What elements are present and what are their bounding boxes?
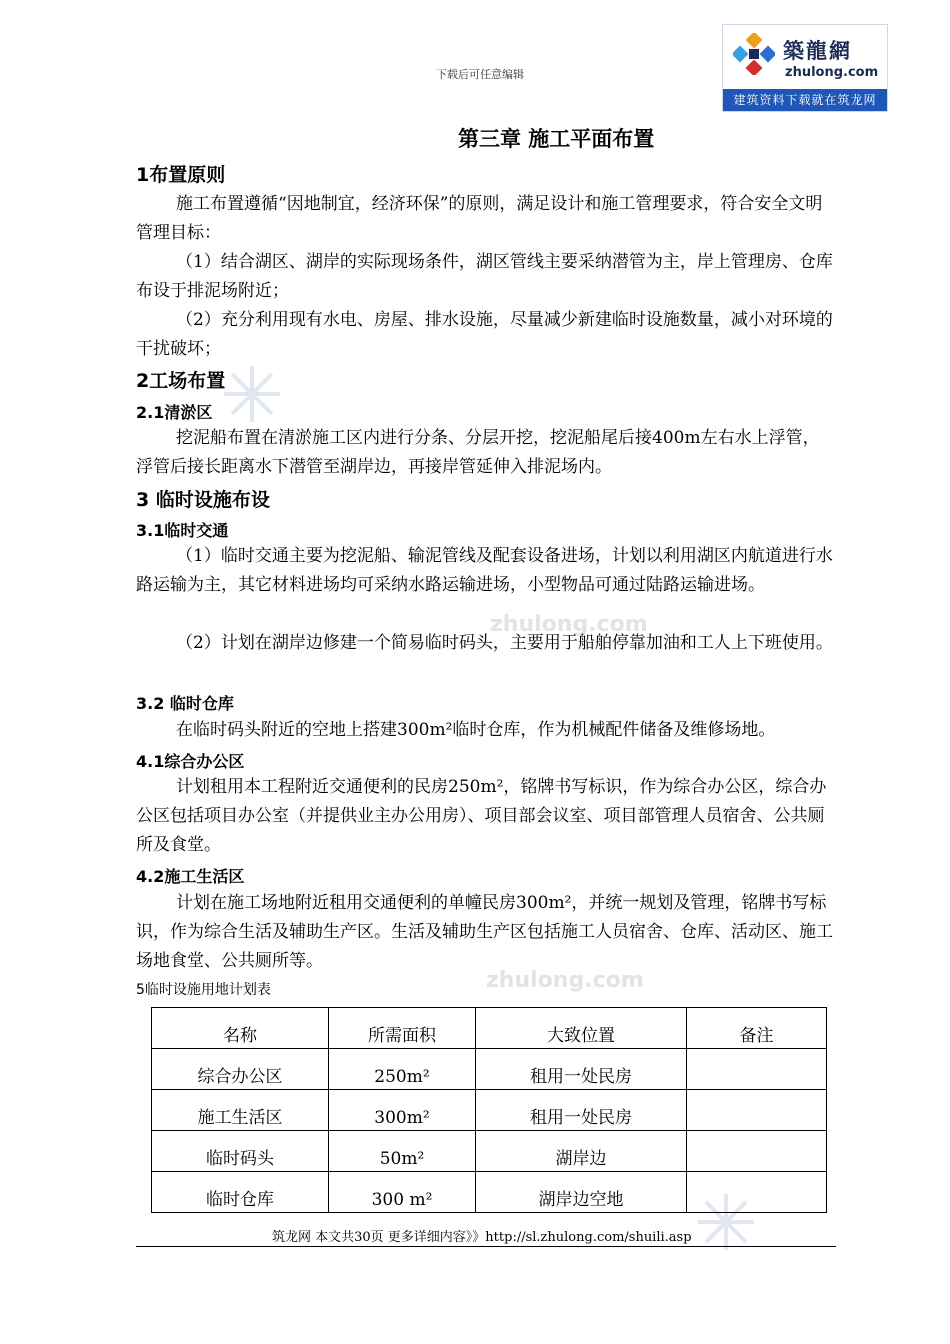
header-note: 下载后可任意编辑	[436, 68, 524, 81]
subsection-heading: 4.1综合办公区	[136, 752, 245, 771]
table-row	[152, 1131, 827, 1172]
subsection-heading: 2.1清淤区	[136, 403, 213, 422]
table-cell: 临时仓库	[152, 1172, 329, 1213]
watermark-snowflake-icon	[222, 364, 282, 424]
table-cell: 综合办公区	[152, 1049, 329, 1090]
table-cell: 施工生活区	[152, 1090, 329, 1131]
logo-slogan: 建筑资料下载就在筑龙网	[723, 89, 887, 111]
table-cell	[687, 1049, 827, 1090]
paragraph: （2）充分利用现有水电、房屋、排水设施，尽量减少新建临时设施数量，减小对环境的干扰破坏；	[136, 310, 833, 359]
subsection-heading: 3.2 临时仓库	[136, 694, 234, 713]
table-header-row	[152, 1008, 827, 1049]
table-header-cell: 大致位置	[476, 1008, 687, 1049]
logo-chinese-name: 築龍網	[783, 39, 852, 63]
paragraph: （2）计划在湖岸边修建一个简易临时码头，主要用于船舶停靠加油和工人上下班使用。	[176, 633, 833, 653]
watermark-text: zhulong.com	[486, 968, 644, 993]
table-cell: 租用一处民房	[476, 1090, 687, 1131]
table-header-cell: 名称	[152, 1008, 329, 1049]
table-header-cell: 备注	[687, 1008, 827, 1049]
table-cell	[687, 1131, 827, 1172]
chapter-title: 第三章 施工平面布置	[458, 127, 655, 151]
section-heading: 2工场布置	[136, 370, 226, 392]
paragraph: 挖泥船布置在清淤施工区内进行分条、分层开挖，挖泥船尾后接400m左右水上浮管，浮管后接长距离水下潜管至湖岸边，再接岸管延伸入排泥场内。	[136, 428, 820, 477]
footer-divider	[136, 1246, 836, 1247]
table-header-cell: 所需面积	[329, 1008, 476, 1049]
watermark-text: zhulong.com	[490, 612, 648, 637]
table-cell	[687, 1090, 827, 1131]
section-heading: 3 临时设施布设	[136, 489, 270, 511]
table-cell: 50m²	[329, 1131, 476, 1172]
paragraph: （1）结合湖区、湖岸的实际现场条件，湖区管线主要采纳潜管为主，岸上管理房、仓库布设于排泥场附近；	[136, 252, 833, 301]
paragraph: 施工布置遵循“因地制宜，经济环保”的原则，满足设计和施工管理要求，符合安全文明管理目标：	[136, 194, 823, 243]
table-cell	[687, 1172, 827, 1213]
table-row	[152, 1172, 827, 1213]
paragraph: 在临时码头附近的空地上搭建300m²临时仓库，作为机械配件储备及维修场地。	[176, 720, 776, 740]
subsection-heading: 3.1临时交通	[136, 521, 229, 540]
table-cell: 湖岸边	[476, 1131, 687, 1172]
zhulong-logo	[722, 24, 888, 112]
table-cell: 300 m²	[329, 1172, 476, 1213]
table-cell: 湖岸边空地	[476, 1172, 687, 1213]
logo-english-name: zhulong.com	[785, 65, 879, 80]
table-cell: 租用一处民房	[476, 1049, 687, 1090]
paragraph: （1）临时交通主要为挖泥船、输泥管线及配套设备进场，计划以利用湖区内航道进行水路运输为主，其它材料进场均可采纳水路运输进场，小型物品可通过陆路运输进场。	[136, 546, 833, 595]
table-cell: 250m²	[329, 1049, 476, 1090]
subsection-heading: 4.2施工生活区	[136, 867, 245, 886]
snowflake-logo-icon	[733, 33, 775, 75]
facility-plan-table	[151, 1007, 827, 1213]
section-heading: 1布置原则	[136, 164, 226, 186]
footer-text: 筑龙网 本文共30页 更多详细内容》》http://sl.zhulong.com/shuili.asp	[272, 1230, 692, 1245]
table-row	[152, 1049, 827, 1090]
paragraph: 计划在施工场地附近租用交通便利的单幢民房300m²，并统一规划及管理，铭牌书写标识，作为综合生活及辅助生产区。生活及辅助生产区包括施工人员宿舍、仓库、活动区、施工场地食堂、公共厕所等。	[136, 893, 833, 971]
table-title: 5临时设施用地计划表	[136, 982, 271, 998]
table-row	[152, 1090, 827, 1131]
table-cell: 300m²	[329, 1090, 476, 1131]
table-cell: 临时码头	[152, 1131, 329, 1172]
paragraph: 计划租用本工程附近交通便利的民房250m²，铭牌书写标识，作为综合办公区，综合办公区包括项目办公室（并提供业主办公用房）、项目部会议室、项目部管理人员宿舍、公共厕所及食堂。	[136, 777, 827, 855]
